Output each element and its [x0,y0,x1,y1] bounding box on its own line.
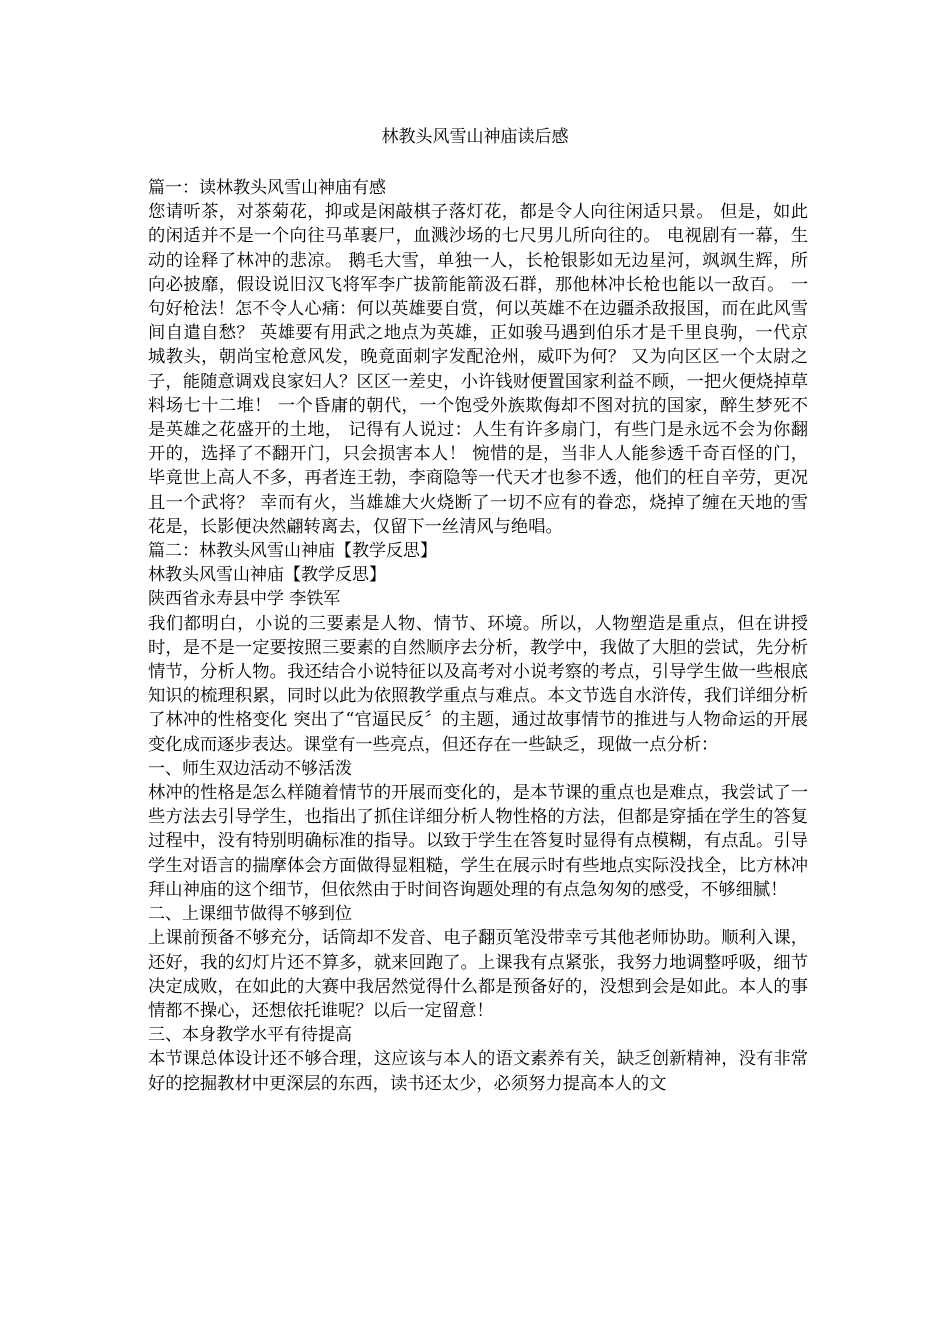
section-heading: 三、本身教学水平有待提高 [148,1025,352,1046]
section-heading: 篇一：读林教头风雪山神庙有感 [148,178,386,198]
body-paragraph: 林冲的性格是怎么样随着情节的开展而变化的，是本节课的重点也是难点，我尝试了一些方法去引导学生，也指出了抓住详细分析人物性格的方法，但都是穿插在学生的答复过程中，没有特别明确标准的指导。以致于学生在答复时显得有点模糊，有点乱。引导学生对语言的揣摩体会方面做得显粗糙，学生在展示时有些地点实际没找全，比方林冲拜山神庙的这个细节，但依然由于时间咨询题处理的有点急匆匆的感受，不够细腻！ [148,783,808,900]
section-heading: 二、上课细节做得不够到位 [148,904,352,925]
article-title: 林教头风雪山神庙【教学反思】 [148,565,386,586]
document-body [148,176,808,1096]
section-heading: 篇二：林教头风雪山神庙【教学反思】 [148,541,437,562]
author-line: 陕西省永寿县中学 李铁军 [148,589,341,610]
document-title: 林教头风雪山神庙读后感 [381,127,569,147]
body-paragraph: 本节课总体设计还不够合理，这应该与本人的语文素养有关，缺乏创新精神，没有非常好的挖掘教材中更深层的东西，读书还太少，必须努力提高本人的文 [148,1049,808,1094]
section-heading: 一、师生双边活动不够活泼 [148,758,352,779]
body-paragraph: 上课前预备不够充分，话筒却不发音、电子翻页笔没带幸亏其他老师协助。顺利入课，还好，我的幻灯片还不算多，就来回跑了。上课我有点紧张，我努力地调整呼吸，细节决定成败，在如此的大赛中我居然觉得什么都是预备好的，没想到会是如此。本人的事情都不操心，还想依托谁呢？以后一定留意！ [148,928,808,1021]
body-paragraph: 我们都明白，小说的三要素是人物、情节、环境。所以，人物塑造是重点，但在讲授时，是不是一定要按照三要素的自然顺序去分析，教学中，我做了大胆的尝试，先分析情节，分析人物。我还结合小说特征以及高考对小说考察的考点，引导学生做一些根底知识的梳理积累，同时以此为依照教学重点与难点。本文节选自水浒传，我们详细分析了林冲的性格变化 突出了“官逼民反〞的主题，通过故事情节的推进与人物命运的开展变化成而逐步表达。课堂有一些亮点，但还存在一些缺乏，现做一点分析： [148,613,808,755]
body-paragraph: 您请听茶，对茶菊花，抑或是闲敲棋子落灯花，都是令人向往闲适只景。 但是，如此的闲适并不是一个向往马革裹尸，血溅沙场的七尺男儿所向往的。 电视剧有一幕，生动的诠释了林冲的悲凉。 鹅毛大雪，单独一人，长枪银影如无边星河，飒飒生辉，所向必披靡，假设说旧汉飞将军李广拔箭能箭汲石群，那他林冲长枪也能以一敌百。 一句好枪法！怎不令人心痛：何以英雄要自赏，何以英雄不在边疆杀敌报国，而在此风雪间自遣自愁？ 英雄要有用武之地点为英雄，正如骏马遇到伯乐才是千里良驹，一代京城教头，朝尚宝枪意风发，晚竟面刺字发配沧州，威吓为何？ 又为向区区一个太尉之子，能随意调戏良家妇人？区区一差史，小许钱财便置国家利益不顾，一把火便烧掉草料场七十二堆！ 一个昏庸的朝代，一个饱受外族欺侮却不图对抗的国家，醉生梦死不是英雄之花盛开的土地， 记得有人说过：人生有许多扇门，有些门是永远不会为你翻开的，选择了不翻开门，只会损害本人！ 惋惜的是，当非人人能参透千奇百怪的门，毕竟世上高人不多，再者连王勃，李商隐等一代天才也参不透，他们的枉自辛劳，更况且一个武将？ 幸而有火，当雄雄大火烧断了一切不应有的眷恋，烧掉了缠在天地的雪花是，长影便决然翩转离去，仅留下一丝清风与绝唱。 [148,202,808,537]
